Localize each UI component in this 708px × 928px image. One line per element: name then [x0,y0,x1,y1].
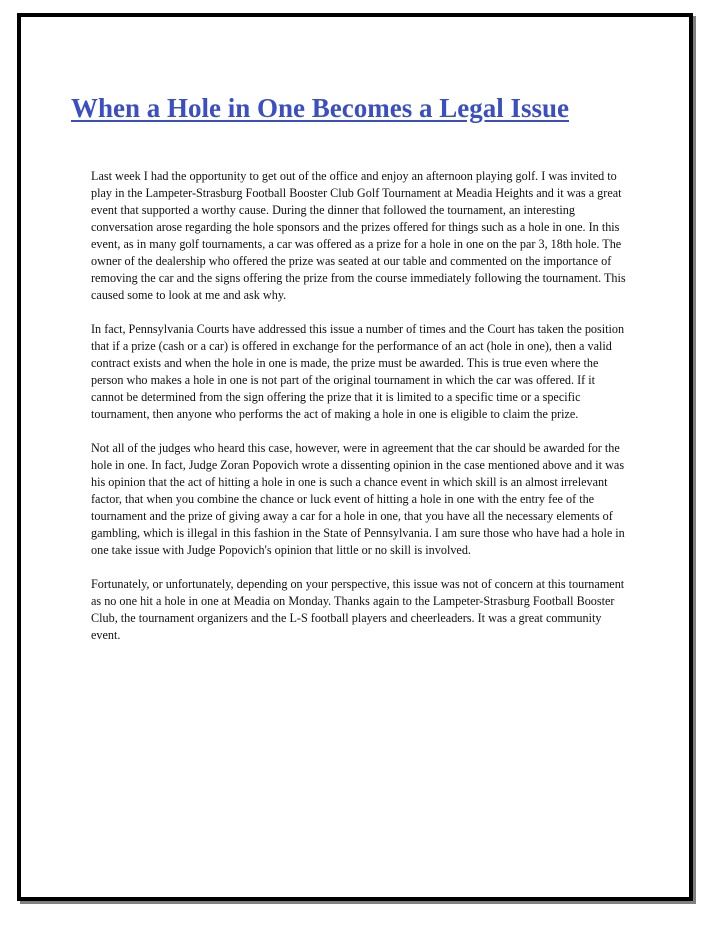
paragraph-2: In fact, Pennsylvania Courts have addressed this issue a number of times and the Court has taken the position that if a prize (cash or a car) is offered in exchange for the performance of an act (hole in one), then a valid contract exists and when the hole in one is made, the prize must be awarded. This is true even where the person who makes a hole in one is not part of the original tournament in which the car was offered. If it cannot be determined from the sign offering the prize that it is limited to a specific time or a specific tournament, then anyone who performs the act of making a hole in one is eligible to claim the prize. [91,322,625,421]
paragraph-1: Last week I had the opportunity to get out of the office and enjoy an afternoon playing golf. I was invited to play in the Lampeter-Strasburg Football Booster Club Golf Tournament at Meadia Heights and it was a great event that supported a worthy cause. During the dinner that followed the tournament, an interesting conversation arose regarding the hole sponsors and the prizes offered for things such as a hole in one. In this event, as in many golf tournaments, a car was offered as a prize for a hole in one on the par 3, 18th hole. The owner of the dealership who offered the prize was seated at our table and commented on the importance of removing the car and the signs offering the prize from the course immediately following the tournament. This caused some to look at me and ask why. [91,169,626,302]
article-body [91,168,629,661]
page-frame [17,13,693,901]
paragraph-4: Fortunately, or unfortunately, depending on your perspective, this issue was not of concern at this tournament as no one hit a hole in one at Meadia on Monday. Thanks again to the Lampeter-Strasburg Football Booster Club, the tournament organizers and the L-S football players and cheerleaders. It was a great community event. [91,577,625,642]
paragraph-3: Not all of the judges who heard this case, however, were in agreement that the car should be awarded for the hole in one. In fact, Judge Zoran Popovich wrote a dissenting opinion in the case mentioned above and it was his opinion that the act of hitting a hole in one is such a chance event in which skill is an almost irrelevant factor, that when you combine the chance or luck event of hitting a hole in one with the entry fee of the tournament and the prize of giving away a car for a hole in one, that you have all the necessary elements of gambling, which is illegal in this fashion in the State of Pennsylvania. I am sure those who have had a hole in one take issue with Judge Popovich's opinion that little or no skill is involved. [91,441,625,557]
article-title: When a Hole in One Becomes a Legal Issue [71,93,569,123]
